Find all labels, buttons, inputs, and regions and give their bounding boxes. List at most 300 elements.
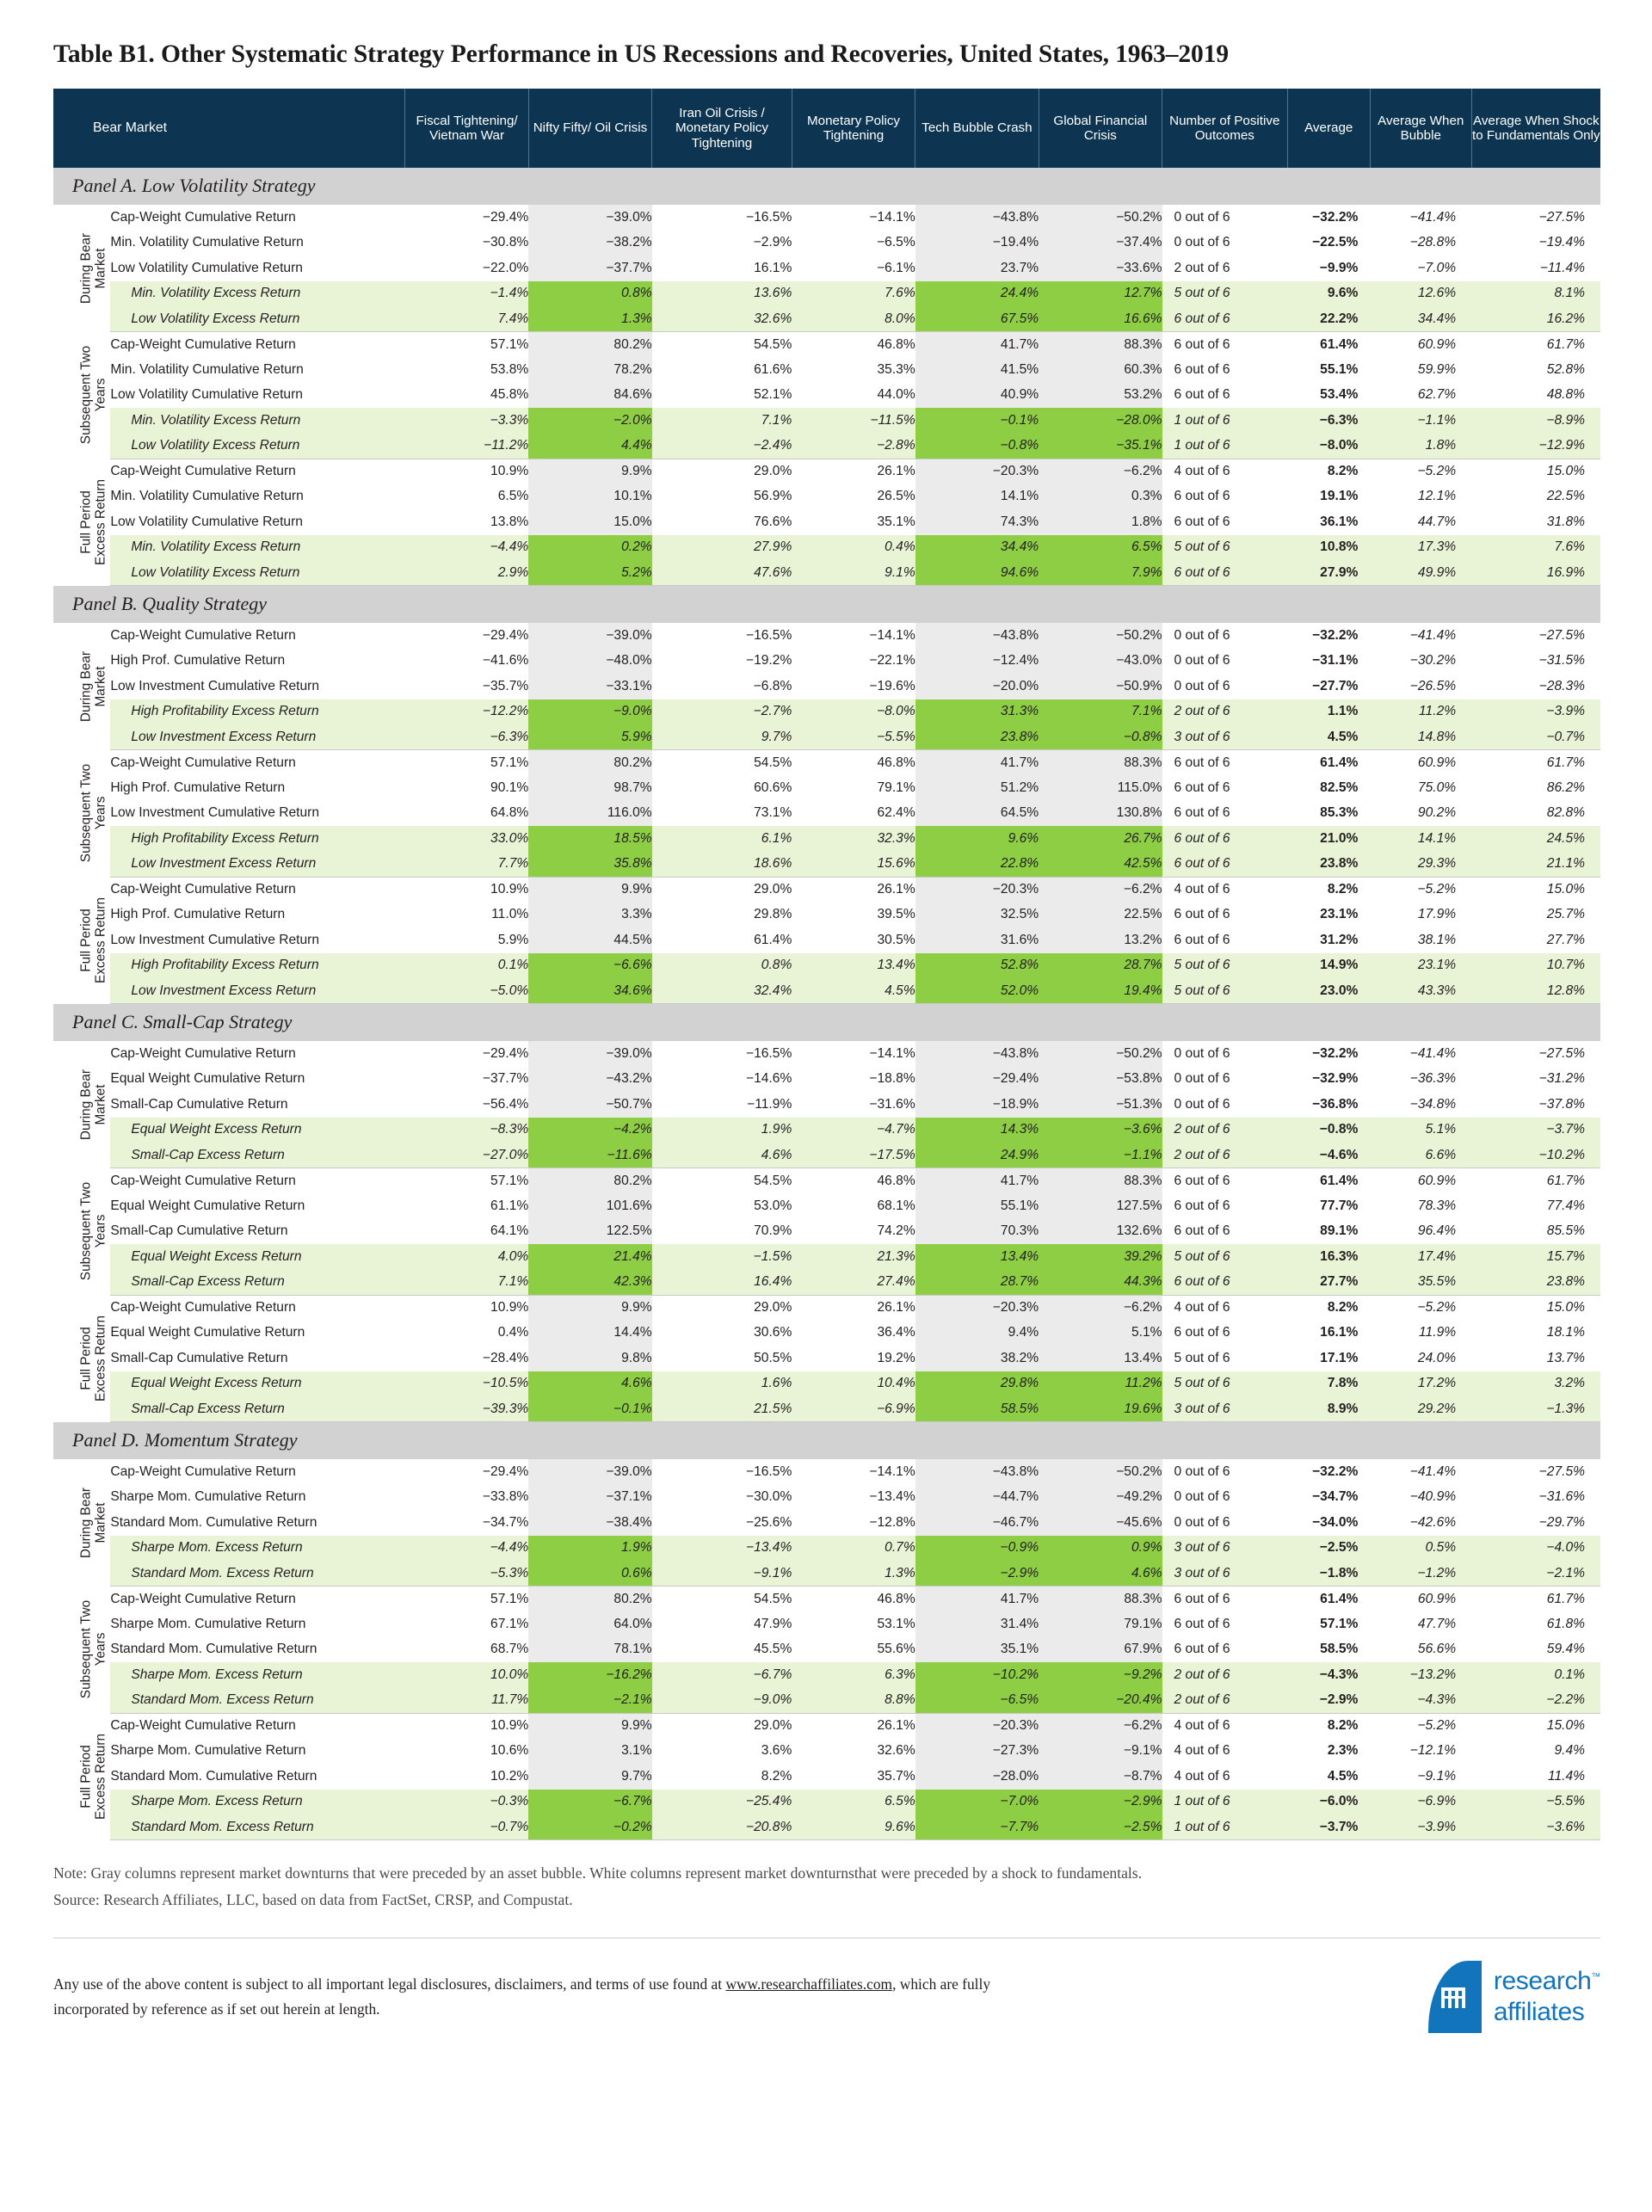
- cell-avgs: −0.7%: [1471, 724, 1600, 750]
- cell-nifty: 4.4%: [528, 434, 651, 459]
- group-label-text: Full Period Excess Return: [78, 1315, 108, 1402]
- cell-avgs: 15.0%: [1546, 1718, 1585, 1734]
- cell-monetary: −11.5%: [792, 408, 915, 434]
- cell-avgb: −28.8%: [1409, 235, 1457, 250]
- table-row: [53, 1143, 1600, 1168]
- cell-avgb: 17.4%: [1370, 1244, 1471, 1270]
- cell-fiscal: 57.1%: [490, 755, 529, 770]
- cell-fiscal: 6.5%: [497, 489, 529, 504]
- cell-iran: −11.9%: [747, 1096, 792, 1112]
- cell-iran: 56.9%: [754, 489, 792, 504]
- cell-fiscal: 11.7%: [405, 1688, 528, 1714]
- table-row: [53, 1346, 1600, 1371]
- cell-nifty: 64.0%: [528, 1611, 651, 1637]
- cell-iran: −16.5%: [745, 1045, 792, 1061]
- cell-iran: 16.4%: [652, 1270, 792, 1296]
- cell-avgb: −41.4%: [1409, 209, 1457, 225]
- cell-fiscal: 33.0%: [405, 826, 528, 852]
- cell-gfc: −28.0%: [1039, 408, 1162, 434]
- cell-iran: 21.5%: [652, 1396, 792, 1422]
- row-label: High Prof. Cumulative Return: [110, 653, 286, 669]
- table-row: [53, 1510, 1600, 1536]
- cell-iran: −2.7%: [652, 699, 792, 725]
- cell-gfc: 88.3%: [1039, 332, 1162, 358]
- ra-monogram-icon: [1428, 1961, 1482, 2033]
- cell-nifty: −38.2%: [528, 231, 651, 256]
- cell-iran: −6.7%: [652, 1662, 792, 1688]
- row-label: High Profitability Excess Return: [110, 699, 405, 725]
- cell-avgb: 43.3%: [1370, 978, 1471, 1004]
- cell-gfc: −3.6%: [1039, 1118, 1162, 1143]
- cell-fiscal: −4.4%: [405, 535, 528, 561]
- cell-tech: 31.6%: [915, 927, 1039, 953]
- cell-gfc: −20.4%: [1039, 1688, 1162, 1714]
- cell-avgb: 29.2%: [1370, 1396, 1471, 1422]
- row-label: Standard Mom. Excess Return: [110, 1688, 405, 1714]
- panel-title: Panel B. Quality Strategy: [53, 586, 1600, 624]
- cell-avgb: −7.0%: [1417, 260, 1457, 275]
- cell-iran: −19.2%: [745, 653, 792, 669]
- cell-tech: 22.8%: [915, 852, 1039, 878]
- cell-npo: 5 out of 6: [1162, 978, 1288, 1004]
- cell-monetary: −19.6%: [869, 678, 915, 693]
- cell-npo: 5 out of 6: [1162, 535, 1288, 561]
- cell-tech: −6.5%: [915, 1688, 1039, 1714]
- cell-nifty: 0.2%: [528, 535, 651, 561]
- cell-avgs: 24.5%: [1471, 826, 1600, 852]
- table-row: [53, 649, 1600, 675]
- cell-gfc: −6.2%: [1039, 1295, 1162, 1321]
- cell-gfc: −1.1%: [1039, 1143, 1162, 1168]
- row-rail-spacer: [53, 1459, 77, 1587]
- cell-fiscal: 53.8%: [490, 361, 529, 377]
- cell-avgb: 12.6%: [1370, 281, 1471, 307]
- row-label: Cap-Weight Cumulative Return: [110, 1300, 296, 1315]
- table-row: [53, 978, 1600, 1004]
- row-label: Min. Volatility Cumulative Return: [110, 361, 304, 377]
- cell-npo: 6 out of 6: [1174, 1173, 1230, 1188]
- cell-gfc: −6.2%: [1039, 877, 1162, 903]
- cell-npo: 0 out of 6: [1174, 1514, 1230, 1530]
- cell-nifty: 78.2%: [528, 357, 651, 383]
- table-row: [53, 852, 1600, 878]
- researchaffiliates-link[interactable]: www.researchaffiliates.com: [725, 1975, 893, 1993]
- cell-avg: 36.1%: [1320, 514, 1359, 529]
- cell-avg: −32.2%: [1312, 1045, 1359, 1061]
- cell-avgb: 0.5%: [1370, 1536, 1471, 1562]
- cell-tech: 9.4%: [915, 1321, 1039, 1346]
- cell-nifty: 1.9%: [528, 1536, 651, 1562]
- row-label: Cap-Weight Cumulative Return: [110, 627, 296, 643]
- cell-fiscal: 2.9%: [405, 560, 528, 586]
- cell-nifty: 4.6%: [528, 1371, 651, 1397]
- cell-gfc: −45.6%: [1039, 1510, 1162, 1536]
- table-row: [53, 953, 1600, 979]
- cell-avg: 61.4%: [1320, 1173, 1359, 1188]
- table-row: [53, 877, 1600, 903]
- cell-avgs: −10.2%: [1471, 1143, 1600, 1168]
- cell-iran: 29.0%: [754, 1718, 792, 1734]
- group-label-text: Subsequent Two Years: [78, 1182, 108, 1281]
- cell-fiscal: −56.4%: [482, 1096, 529, 1112]
- cell-avg: 21.0%: [1287, 826, 1370, 852]
- cell-gfc: 22.5%: [1039, 903, 1162, 928]
- group-label-during-bear-market: [77, 205, 111, 332]
- row-label: Equal Weight Cumulative Return: [110, 1325, 305, 1340]
- cell-nifty: 34.6%: [528, 978, 651, 1004]
- cell-monetary: 79.1%: [877, 779, 915, 795]
- cell-tech: −43.8%: [915, 623, 1039, 649]
- cell-fiscal: 64.1%: [490, 1223, 529, 1239]
- cell-monetary: 26.1%: [877, 1718, 915, 1734]
- cell-avgs: 12.8%: [1471, 978, 1600, 1004]
- table-row: [53, 1396, 1600, 1422]
- cell-avg: 9.6%: [1287, 281, 1370, 307]
- row-label: Sharpe Mom. Cumulative Return: [110, 1743, 306, 1759]
- group-label-during-bear-market: [77, 623, 111, 750]
- cell-npo: 1 out of 6: [1162, 1790, 1288, 1815]
- cell-monetary: −13.4%: [869, 1489, 915, 1505]
- row-label: Low Volatility Cumulative Return: [110, 514, 303, 529]
- cell-avgs: −27.5%: [1538, 1463, 1585, 1479]
- group-label-text: Subsequent Two Years: [78, 764, 108, 863]
- cell-avgb: 14.1%: [1370, 826, 1471, 852]
- cell-nifty: 15.0%: [528, 509, 651, 535]
- row-label: High Prof. Cumulative Return: [110, 779, 286, 795]
- cell-tech: 24.4%: [915, 281, 1039, 307]
- cell-avg: −32.2%: [1312, 627, 1359, 643]
- cell-npo: 0 out of 6: [1174, 1489, 1230, 1505]
- cell-fiscal: 45.8%: [490, 387, 529, 403]
- cell-tech: −2.9%: [915, 1561, 1039, 1587]
- cell-iran: −13.4%: [652, 1536, 792, 1562]
- row-label: Cap-Weight Cumulative Return: [110, 1173, 296, 1188]
- cell-nifty: 3.1%: [528, 1739, 651, 1765]
- cell-tech: −27.3%: [915, 1739, 1039, 1765]
- row-label: Equal Weight Excess Return: [110, 1118, 405, 1143]
- cell-monetary: 26.1%: [877, 464, 915, 479]
- panel-heading-row: [53, 168, 1600, 205]
- cell-avg: 22.2%: [1287, 306, 1370, 332]
- cell-fiscal: −10.5%: [405, 1371, 528, 1397]
- cell-monetary: −18.8%: [869, 1071, 915, 1087]
- panel-heading-row: [53, 1004, 1600, 1042]
- cell-avgb: 17.3%: [1370, 535, 1471, 561]
- table-row: [53, 1713, 1600, 1739]
- cell-avgb: 60.9%: [1417, 755, 1457, 770]
- cell-nifty: −4.2%: [528, 1118, 651, 1143]
- cell-avgs: 31.8%: [1546, 514, 1585, 529]
- cell-iran: 52.1%: [754, 387, 792, 403]
- cell-avg: −0.8%: [1287, 1118, 1370, 1143]
- cell-avg: 8.2%: [1327, 1300, 1359, 1315]
- cell-avgb: −30.2%: [1409, 653, 1457, 669]
- cell-iran: 29.0%: [754, 1300, 792, 1315]
- cell-avg: 58.5%: [1320, 1642, 1359, 1657]
- cell-npo: 6 out of 6: [1162, 560, 1288, 586]
- cell-nifty: 9.9%: [528, 1713, 651, 1739]
- cell-avgs: −27.5%: [1538, 1045, 1585, 1061]
- cell-iran: −6.8%: [753, 678, 792, 693]
- row-label: Cap-Weight Cumulative Return: [110, 882, 296, 897]
- cell-npo: 6 out of 6: [1174, 1223, 1230, 1239]
- cell-tech: 23.7%: [915, 256, 1039, 281]
- cell-npo: 3 out of 6: [1162, 1536, 1288, 1562]
- cell-avgs: 16.9%: [1471, 560, 1600, 586]
- cell-avgs: −2.1%: [1471, 1561, 1600, 1587]
- cell-fiscal: −29.4%: [482, 1045, 529, 1061]
- cell-avgs: −31.6%: [1538, 1489, 1585, 1505]
- cell-avgb: 17.9%: [1417, 907, 1457, 922]
- cell-avgs: −3.9%: [1471, 699, 1600, 725]
- cell-avgs: 61.7%: [1546, 336, 1585, 352]
- cell-tech: 28.7%: [915, 1270, 1039, 1296]
- row-label: Standard Mom. Excess Return: [110, 1561, 405, 1587]
- cell-tech: 51.2%: [915, 775, 1039, 801]
- cell-nifty: 44.5%: [528, 927, 651, 953]
- cell-avgb: 60.9%: [1417, 1173, 1457, 1188]
- cell-avgs: 82.8%: [1546, 805, 1585, 821]
- cell-avgs: −12.9%: [1471, 434, 1600, 459]
- cell-gfc: −51.3%: [1039, 1092, 1162, 1118]
- cell-tech: 35.1%: [915, 1637, 1039, 1663]
- cell-avgs: 8.1%: [1471, 281, 1600, 307]
- cell-gfc: −53.8%: [1039, 1067, 1162, 1093]
- column-header-tech: Tech Bubble Crash: [915, 89, 1039, 168]
- cell-avgs: −5.5%: [1471, 1790, 1600, 1815]
- cell-avgb: −4.3%: [1370, 1688, 1471, 1714]
- cell-tech: 67.5%: [915, 306, 1039, 332]
- cell-iran: 16.1%: [754, 260, 792, 275]
- cell-nifty: 116.0%: [528, 801, 651, 827]
- cell-npo: 6 out of 6: [1162, 306, 1288, 332]
- cell-avgs: 61.7%: [1546, 1173, 1585, 1188]
- cell-npo: 1 out of 6: [1162, 408, 1288, 434]
- cell-npo: 0 out of 6: [1174, 1071, 1230, 1087]
- cell-gfc: 12.7%: [1039, 281, 1162, 307]
- research-affiliates-logo: [1428, 1961, 1600, 2033]
- cell-tech: 74.3%: [915, 509, 1039, 535]
- cell-avgs: 52.8%: [1546, 361, 1585, 377]
- row-rail-spacer: [53, 459, 77, 586]
- cell-fiscal: −41.6%: [482, 653, 529, 669]
- cell-iran: 13.6%: [652, 281, 792, 307]
- cell-nifty: 98.7%: [528, 775, 651, 801]
- cell-npo: 6 out of 6: [1174, 1325, 1230, 1340]
- cell-avgs: 25.7%: [1546, 907, 1585, 922]
- cell-monetary: 10.4%: [792, 1371, 915, 1397]
- table-row: [53, 1193, 1600, 1219]
- cell-nifty: −39.0%: [528, 623, 651, 649]
- cell-tech: 29.8%: [915, 1371, 1039, 1397]
- cell-gfc: −43.0%: [1039, 649, 1162, 675]
- cell-avg: 23.1%: [1320, 907, 1359, 922]
- column-header-iran: Iran Oil Crisis / Monetary Policy Tightening: [652, 89, 792, 168]
- cell-avgs: −3.6%: [1471, 1815, 1600, 1840]
- group-label-text: During Bear Market: [78, 1487, 108, 1559]
- cell-gfc: 60.3%: [1039, 357, 1162, 383]
- table-row: [53, 1118, 1600, 1143]
- table-row: [53, 1168, 1600, 1194]
- cell-iran: 3.6%: [761, 1743, 792, 1759]
- cell-nifty: 5.2%: [528, 560, 651, 586]
- cell-fiscal: 64.8%: [490, 805, 529, 821]
- cell-avg: 16.3%: [1287, 1244, 1370, 1270]
- cell-fiscal: −29.4%: [482, 627, 529, 643]
- cell-tech: 41.7%: [915, 1587, 1039, 1612]
- cell-avgb: 5.1%: [1370, 1118, 1471, 1143]
- cell-iran: −16.5%: [745, 627, 792, 643]
- cell-npo: 6 out of 6: [1174, 1198, 1230, 1213]
- cell-avg: 85.3%: [1320, 805, 1359, 821]
- logo-line1: research: [1493, 1967, 1592, 1996]
- cell-nifty: 9.9%: [528, 877, 651, 903]
- cell-avg: 77.7%: [1320, 1198, 1359, 1213]
- cell-iran: −30.0%: [745, 1489, 792, 1505]
- cell-monetary: 21.3%: [792, 1244, 915, 1270]
- cell-gfc: 19.4%: [1039, 978, 1162, 1004]
- cell-avgb: 14.8%: [1370, 724, 1471, 750]
- group-label-text: During Bear Market: [78, 232, 108, 305]
- cell-iran: 60.6%: [754, 779, 792, 795]
- row-label: Low Investment Cumulative Return: [110, 805, 320, 821]
- row-rail-spacer: [53, 750, 77, 878]
- cell-fiscal: 90.1%: [490, 779, 529, 795]
- row-label: Small-Cap Cumulative Return: [110, 1096, 288, 1112]
- table-row: [53, 750, 1600, 776]
- cell-nifty: 3.3%: [528, 903, 651, 928]
- cell-avg: 4.5%: [1327, 1768, 1359, 1784]
- cell-tech: −19.4%: [915, 231, 1039, 256]
- cell-monetary: −22.1%: [869, 653, 915, 669]
- cell-gfc: 39.2%: [1039, 1244, 1162, 1270]
- cell-npo: 6 out of 6: [1174, 361, 1230, 377]
- cell-avg: −4.3%: [1287, 1662, 1370, 1688]
- cell-tech: −0.9%: [915, 1536, 1039, 1562]
- cell-tech: 14.1%: [915, 484, 1039, 510]
- table-row: [53, 1815, 1600, 1840]
- table-row: [53, 434, 1600, 459]
- column-header-monetary: Monetary Policy Tightening: [792, 89, 915, 168]
- row-label: Low Volatility Excess Return: [110, 560, 405, 586]
- cell-tech: 9.6%: [915, 826, 1039, 852]
- cell-gfc: −33.6%: [1039, 256, 1162, 281]
- cell-npo: 5 out of 6: [1174, 1350, 1230, 1365]
- table-row: [53, 306, 1600, 332]
- cell-avgs: −1.3%: [1471, 1396, 1600, 1422]
- cell-iran: −2.4%: [652, 434, 792, 459]
- cell-npo: 5 out of 6: [1162, 1244, 1288, 1270]
- table-row: [53, 408, 1600, 434]
- row-rail-spacer: [53, 623, 77, 750]
- cell-fiscal: 11.0%: [491, 907, 529, 922]
- cell-gfc: 53.2%: [1039, 383, 1162, 409]
- cell-iran: −16.5%: [745, 209, 792, 225]
- cell-nifty: −39.0%: [528, 1459, 651, 1485]
- cell-npo: 4 out of 6: [1174, 1768, 1230, 1784]
- cell-monetary: 35.7%: [877, 1768, 915, 1784]
- cell-npo: 5 out of 6: [1162, 1371, 1288, 1397]
- cell-iran: 30.6%: [754, 1325, 792, 1340]
- cell-tech: 13.4%: [915, 1244, 1039, 1270]
- cell-nifty: 21.4%: [528, 1244, 651, 1270]
- cell-monetary: 19.2%: [877, 1350, 915, 1365]
- cell-nifty: 101.6%: [528, 1193, 651, 1219]
- cell-nifty: 80.2%: [528, 1168, 651, 1194]
- group-label-text: During Bear Market: [78, 1069, 108, 1141]
- cell-avgb: 12.1%: [1417, 489, 1457, 504]
- cell-avgb: −5.2%: [1417, 1718, 1457, 1734]
- cell-monetary: 35.1%: [877, 514, 915, 529]
- cell-npo: 4 out of 6: [1174, 1300, 1230, 1315]
- cell-avgb: −3.9%: [1370, 1815, 1471, 1840]
- cell-monetary: −6.9%: [792, 1396, 915, 1422]
- cell-avg: −2.9%: [1287, 1688, 1370, 1714]
- cell-monetary: 9.6%: [792, 1815, 915, 1840]
- table-row: [53, 509, 1600, 535]
- row-label: Cap-Weight Cumulative Return: [110, 1045, 296, 1061]
- cell-iran: 7.1%: [652, 408, 792, 434]
- row-rail-spacer: [53, 205, 77, 332]
- cell-nifty: 80.2%: [528, 1587, 651, 1612]
- table-row: [53, 1244, 1600, 1270]
- cell-avgs: 21.1%: [1471, 852, 1600, 878]
- cell-gfc: 130.8%: [1039, 801, 1162, 827]
- cell-tech: −20.3%: [915, 1713, 1039, 1739]
- cell-iran: −2.9%: [753, 235, 792, 250]
- cell-avg: 8.2%: [1327, 882, 1359, 897]
- cell-avg: 8.9%: [1287, 1396, 1370, 1422]
- table-notes: [53, 1861, 1599, 1912]
- cell-monetary: 68.1%: [877, 1198, 915, 1213]
- cell-npo: 2 out of 6: [1162, 1688, 1288, 1714]
- cell-npo: 6 out of 6: [1174, 336, 1230, 352]
- cell-monetary: 26.1%: [877, 1300, 915, 1315]
- cell-monetary: 6.3%: [792, 1662, 915, 1688]
- panel-title: Panel A. Low Volatility Strategy: [53, 168, 1600, 205]
- cell-npo: 6 out of 6: [1174, 1616, 1230, 1631]
- cell-avg: −3.7%: [1287, 1815, 1370, 1840]
- row-label: Sharpe Mom. Excess Return: [110, 1790, 405, 1815]
- cell-avgs: −11.4%: [1539, 260, 1585, 275]
- cell-iran: −16.5%: [745, 1463, 792, 1479]
- cell-tech: −20.3%: [915, 1295, 1039, 1321]
- cell-iran: 47.9%: [754, 1616, 792, 1631]
- row-label: Small-Cap Excess Return: [110, 1270, 405, 1296]
- group-label-full-period-excess-return: [77, 1713, 111, 1840]
- cell-avgb: −13.2%: [1370, 1662, 1471, 1688]
- row-label: Min. Volatility Cumulative Return: [110, 235, 304, 250]
- cell-avgb: 62.7%: [1417, 387, 1457, 403]
- cell-avgb: −5.2%: [1417, 1300, 1457, 1315]
- cell-gfc: −37.4%: [1039, 231, 1162, 256]
- table-row: [53, 459, 1600, 484]
- cell-tech: 41.7%: [915, 1168, 1039, 1194]
- table-row: [53, 1270, 1600, 1296]
- cell-npo: 4 out of 6: [1174, 1743, 1230, 1759]
- cell-avgb: 59.9%: [1417, 361, 1457, 377]
- cell-avgb: 29.3%: [1370, 852, 1471, 878]
- cell-monetary: 46.8%: [877, 1173, 915, 1188]
- cell-monetary: 0.4%: [792, 535, 915, 561]
- table-row: [53, 826, 1600, 852]
- cell-monetary: 9.1%: [792, 560, 915, 586]
- cell-avgs: −31.2%: [1538, 1071, 1585, 1087]
- cell-avg: 23.8%: [1287, 852, 1370, 878]
- row-label: Low Volatility Cumulative Return: [110, 260, 303, 275]
- table-row: [53, 332, 1600, 358]
- cell-avg: −1.8%: [1287, 1561, 1370, 1587]
